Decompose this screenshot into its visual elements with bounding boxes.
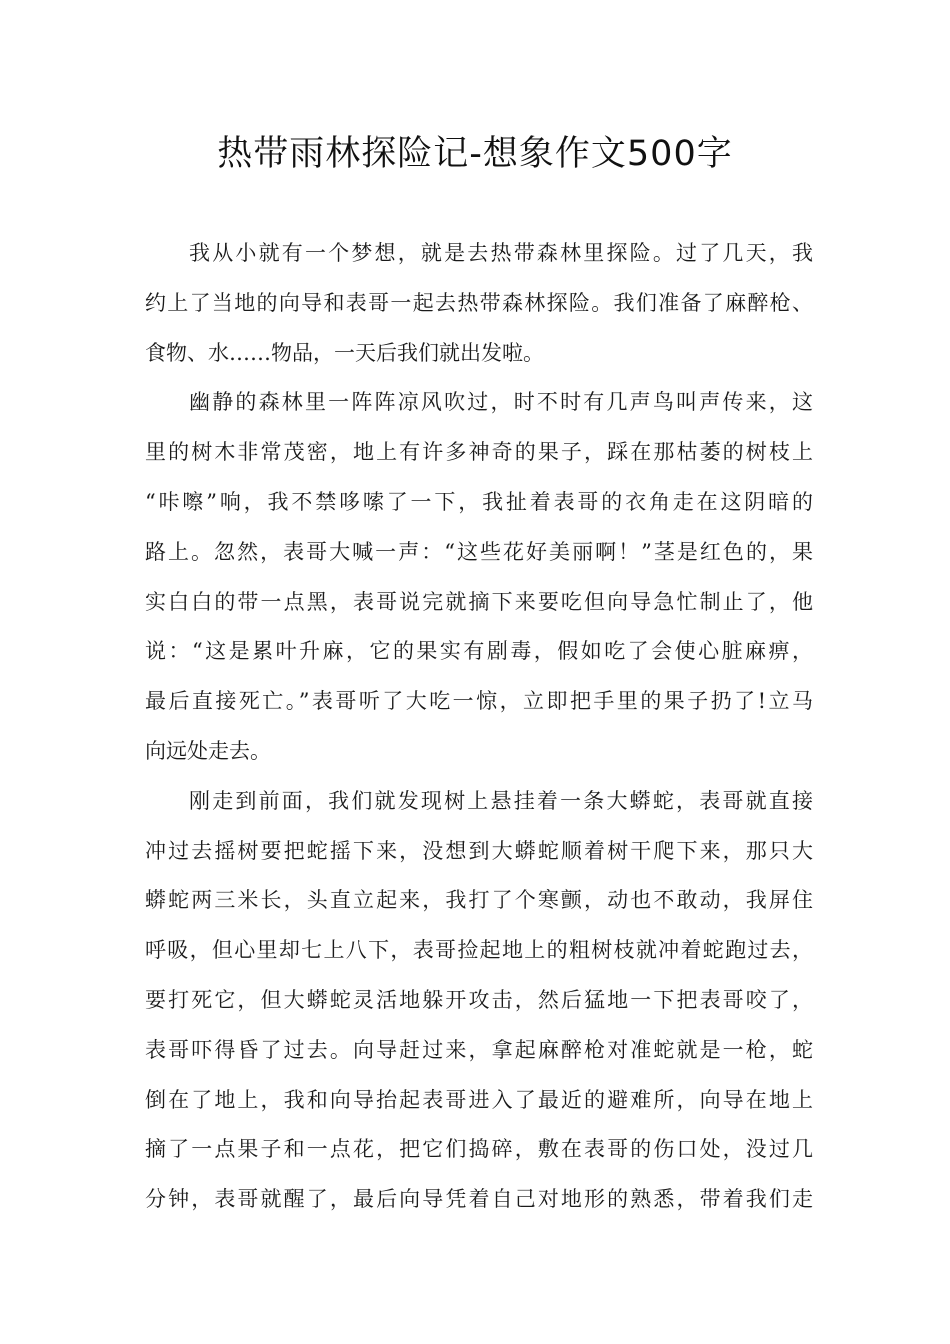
paragraph-2-line-2: 里的树木非常茂密，地上有许多神奇的果子，踩在那枯萎的树枝上 xyxy=(145,440,813,465)
paragraph-3-line-8: 摘了一点果子和一点花，把它们捣碎，敷在表哥的伤口处，没过几 xyxy=(145,1137,813,1162)
paragraph-2-line-8: 向远处走去。 xyxy=(145,738,271,763)
paragraph-2-line-3: “咔嚓”响，我不禁哆嗦了一下，我扯着表哥的衣角走在这阴暗的 xyxy=(145,489,813,514)
essay-body xyxy=(145,229,813,1225)
paragraph-1-line-3: 食物、水……物品，一天后我们就出发啦。 xyxy=(145,340,544,365)
page-title: 热带雨林探险记-想象作文500字 xyxy=(217,134,733,174)
paragraph-3-line-2: 冲过去摇树要把蛇摇下来，没想到大蟒蛇顺着树干爬下来，那只大 xyxy=(145,838,813,863)
paragraph-2-line-6: 说：“这是累叶升麻，它的果实有剧毒，假如吃了会使心脏麻痹， xyxy=(145,639,813,664)
paragraph-3-line-7: 倒在了地上，我和向导抬起表哥进入了最近的避难所，向导在地上 xyxy=(145,1087,813,1112)
paragraph-3-line-1: 刚走到前面，我们就发现树上悬挂着一条大蟒蛇，表哥就直接 xyxy=(189,788,813,813)
paragraph-2-line-1: 幽静的森林里一阵阵凉风吹过，时不时有几声鸟叫声传来，这 xyxy=(189,390,813,415)
paragraph-3-line-3: 蟒蛇两三米长，头直立起来，我打了个寒颤，动也不敢动，我屏住 xyxy=(145,888,813,913)
paragraph-1-line-2: 约上了当地的向导和表哥一起去热带森林探险。我们准备了麻醉枪、 xyxy=(145,290,813,315)
paragraph-3-line-6: 表哥吓得昏了过去。向导赶过来，拿起麻醉枪对准蛇就是一枪，蛇 xyxy=(145,1037,813,1062)
paragraph-3-line-5: 要打死它，但大蟒蛇灵活地躲开攻击，然后猛地一下把表哥咬了， xyxy=(145,987,813,1012)
paragraph-2-line-5: 实白白的带一点黑，表哥说完就摘下来要吃但向导急忙制止了，他 xyxy=(145,589,813,614)
paragraph-3-line-4: 呼吸，但心里却七上八下，表哥捡起地上的粗树枝就冲着蛇跑过去， xyxy=(145,938,813,963)
paragraph-3-line-9: 分钟，表哥就醒了，最后向导凭着自己对地形的熟悉，带着我们走 xyxy=(145,1187,813,1212)
paragraph-2-line-7: 最后直接死亡。”表哥听了大吃一惊，立即把手里的果子扔了!立马 xyxy=(145,689,813,714)
paragraph-2-line-4: 路上。忽然，表哥大喊一声：“这些花好美丽啊！”茎是红色的，果 xyxy=(145,539,813,564)
paragraph-1-line-1: 我从小就有一个梦想，就是去热带森林里探险。过了几天，我 xyxy=(189,241,813,265)
